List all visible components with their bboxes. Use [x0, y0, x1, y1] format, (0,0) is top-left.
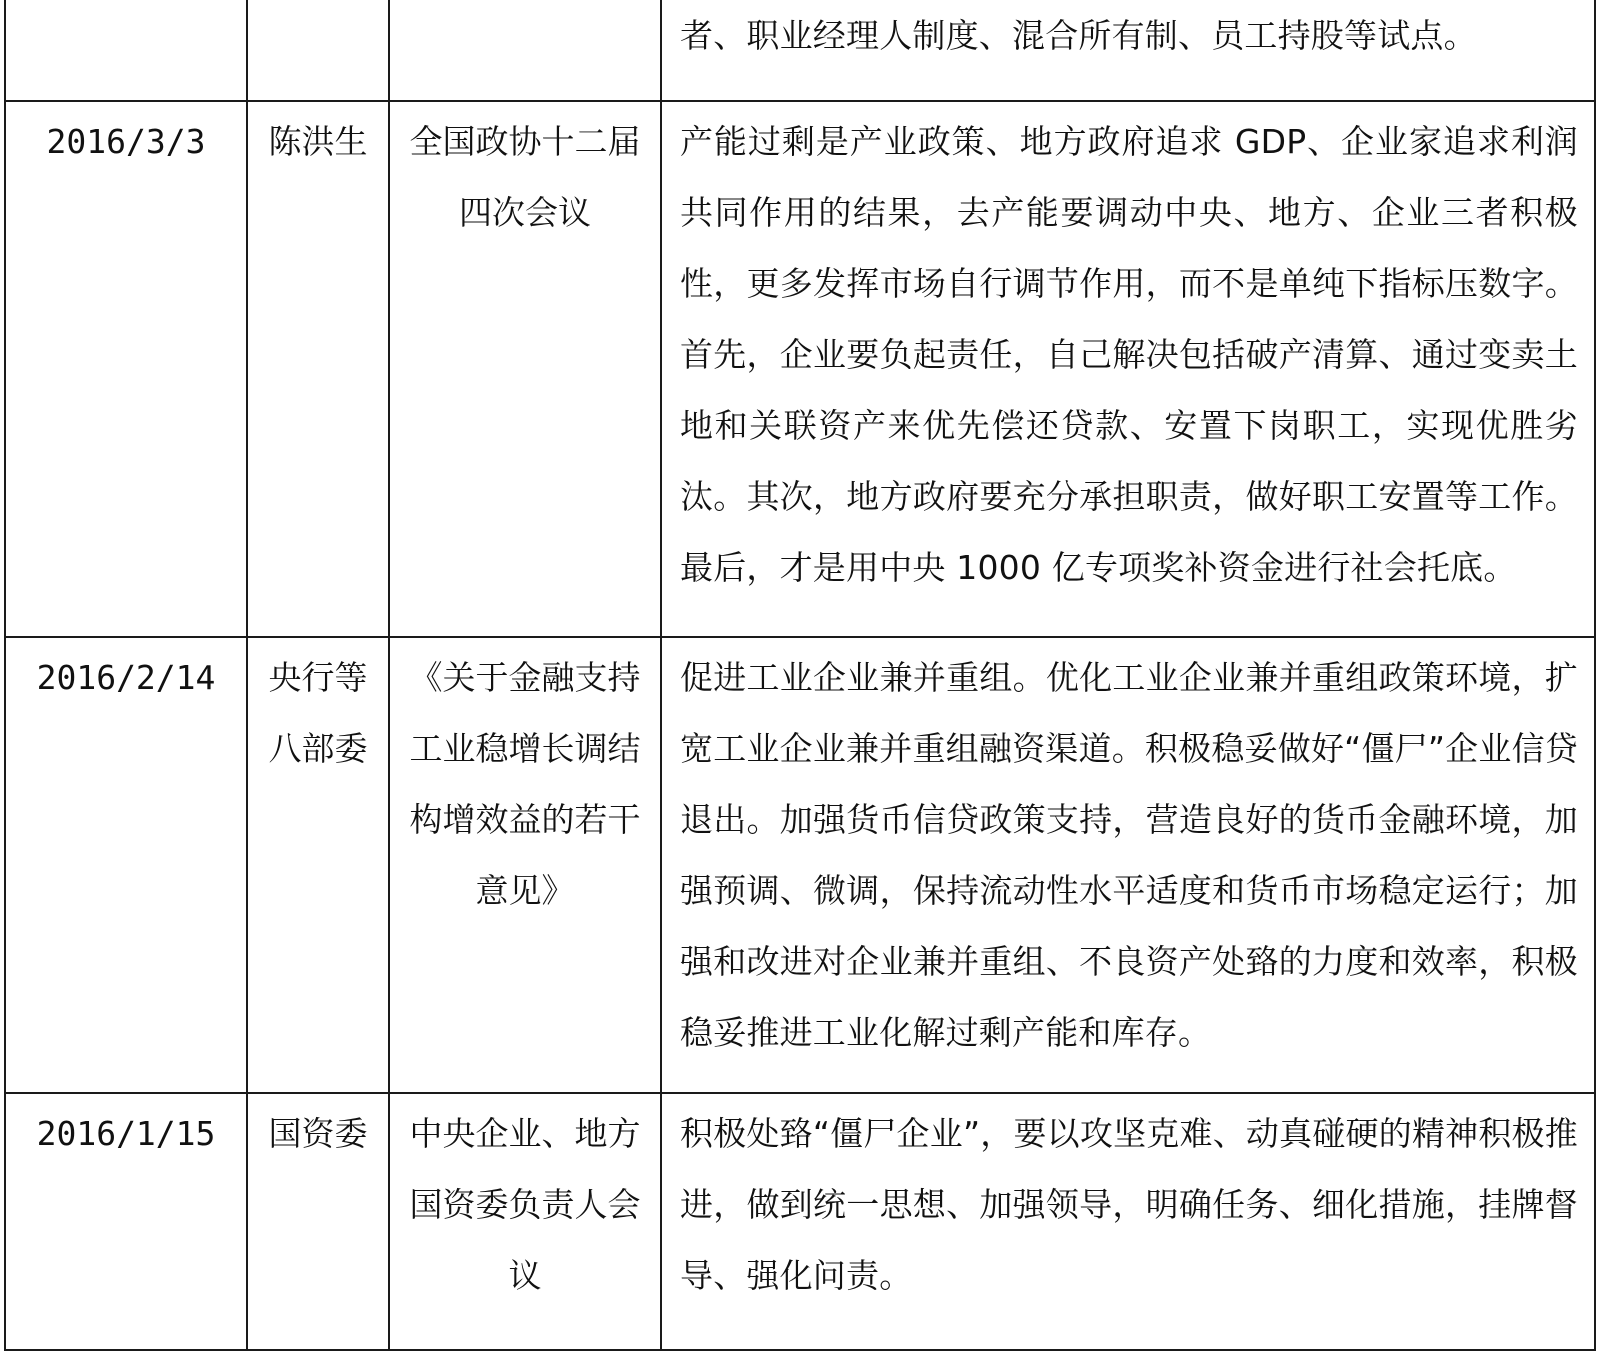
event-cell: 《关于金融支持工业稳增长调结构增效益的若干意见》	[389, 637, 661, 1093]
date-cell	[5, 0, 247, 101]
table-row	[5, 0, 1595, 101]
date-cell: 2016/2/14	[5, 637, 247, 1093]
org-cell: 央行等八部委	[247, 637, 389, 1093]
table-row	[5, 101, 1595, 637]
org-cell	[247, 0, 389, 101]
date-cell: 2016/3/3	[5, 101, 247, 637]
content-cell: 产能过剩是产业政策、地方政府追求 GDP、企业家追求利润共同作用的结果，去产能要调动中央、地方、企业三者积极性，更多发挥市场自行调节作用，而不是单纯下指标压数字。首先，企业要负起责任，自己解决包括破产清算、通过变卖土地和关联资产来优先偿还贷款、安置下岗职工，实现优胜劣汰。其次，地方政府要充分承担职责，做好职工安置等工作。最后，才是用中央 1000 亿专项奖补资金进行社会托底。	[661, 101, 1595, 637]
date-cell: 2016/1/15	[5, 1093, 247, 1350]
policy-table	[4, 0, 1596, 1351]
table-row	[5, 637, 1595, 1093]
org-cell: 国资委	[247, 1093, 389, 1350]
org-cell: 陈洪生	[247, 101, 389, 637]
content-cell: 促进工业企业兼并重组。优化工业企业兼并重组政策环境，扩宽工业企业兼并重组融资渠道。积极稳妥做好“僵尸”企业信贷退出。加强货币信贷政策支持，营造良好的货币金融环境，加强预调、微调，保持流动性水平适度和货币市场稳定运行；加强和改进对企业兼并重组、不良资产处臵的力度和效率，积极稳妥推进工业化解过剩产能和库存。	[661, 637, 1595, 1093]
event-cell	[389, 0, 661, 101]
content-cell: 积极处臵“僵尸企业”，要以攻坚克难、动真碰硬的精神积极推进，做到统一思想、加强领导，明确任务、细化措施，挂牌督导、强化问责。	[661, 1093, 1595, 1350]
table-row	[5, 1093, 1595, 1350]
content-cell: 者、职业经理人制度、混合所有制、员工持股等试点。	[661, 0, 1595, 101]
event-cell: 全国政协十二届四次会议	[389, 101, 661, 637]
event-cell: 中央企业、地方国资委负责人会议	[389, 1093, 661, 1350]
